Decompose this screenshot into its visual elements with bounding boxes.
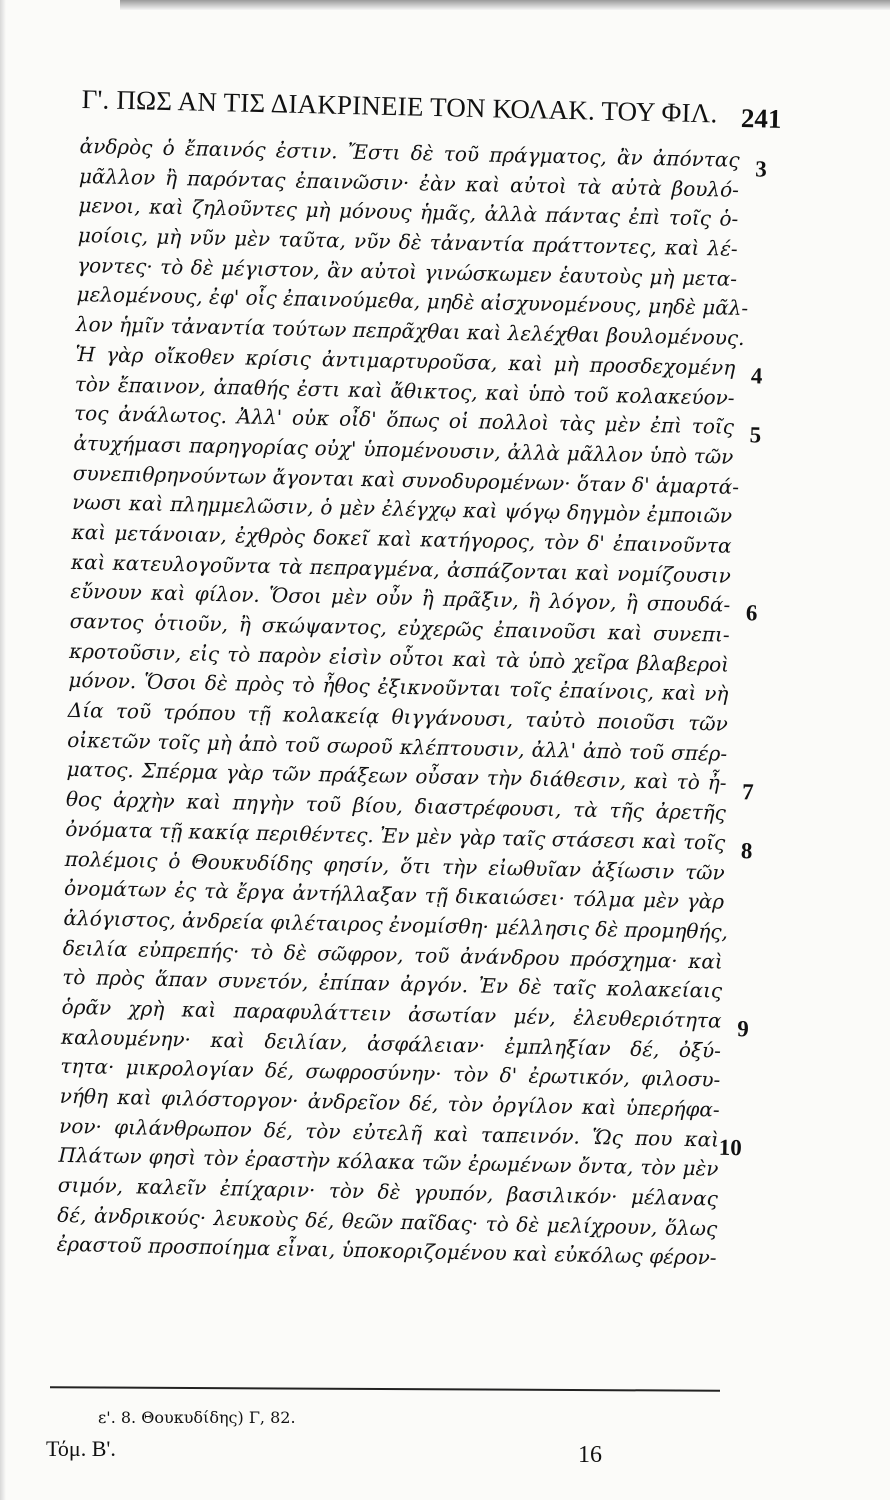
text-line: οἰκετῶν τοῖς μὴ ἀπὸ τοῦ σωροῦ κλέπτουσιν, ἀλλ' ἀπὸ τοῦ σπέρ- — [67, 727, 728, 766]
text-line: λον ἡμῖν τἀναντία τούτων πεπρᾶχθαι καὶ λελέχθαι βουλομένους. — [75, 312, 745, 351]
text-line: συνεπιθρηνούντων ἄγονται καὶ συνοδυρομένων· ὅταν δ' ἁμαρτά- — [72, 460, 740, 499]
text-line: τος ἀνάλωτος. Ἀλλ' οὐκ οἶδ' ὅπως οἱ πολλοὶ τὰς μὲν ἐπὶ τοῖς — [73, 401, 735, 439]
text-line: τητα· μικρολογίαν δέ, σωφροσύνην· τὸν δ' ἐρωτικόν, φιλοσυ- — [60, 1054, 721, 1092]
page-edge-left — [0, 0, 6, 1500]
margin-number: 6 — [745, 600, 758, 626]
text-line: θος ἀρχὴν καὶ πηγὴν τοῦ βίου, διαστρέφουσι, τὰ τῆς ἀρετῆς — [65, 786, 727, 825]
text-line: σιμόν, καλεῖν ἐπίχαριν· τὸν δὲ γρυπόν, βασιλικόν· μέλανας — [57, 1172, 719, 1211]
text-line: Ἡ γὰρ οἴκοθεν κρίσις ἀντιμαρτυροῦσα, καὶ μὴ προσδεχομένη — [75, 341, 736, 380]
text-line: Δία τοῦ τρόπου τῇ κολακείᾳ θιγγάνουσι, ταὐτὸ ποιοῦσι τῶν — [67, 697, 729, 736]
text-line: ματος. Σπέρμα γὰρ τῶν πράξεων οὖσαν τὴν διάθεσιν, καὶ τὸ ἦ- — [66, 757, 727, 796]
text-line: δειλία εὐπρεπής· τὸ δὲ σῶφρον, τοῦ ἀνάνδρου πρόσχημα· καὶ — [62, 935, 724, 974]
text-line: νον· φιλάνθρωπον δέ, τὸν εὐτελῆ καὶ ταπεινόν. Ὥς που καὶ — [58, 1113, 720, 1152]
footnote-rule — [50, 1386, 720, 1392]
text-line: σαντος ὁτιοῦν, ἢ σκώψαντος, εὐχερῶς ἐπαινοῦσι καὶ συνεπι- — [69, 608, 730, 647]
text-line: ὁρᾶν χρὴ καὶ παραφυλάττειν ἀσωτίαν μέν, ἐλευθεριότητα — [61, 994, 722, 1033]
text-line: πολέμοις ὁ Θουκυδίδης φησίν, ὅτι τὴν εἰωθυῖαν ἀξίωσιν τῶν — [64, 846, 725, 885]
text-body — [56, 132, 749, 1274]
text-line: καὶ μετάνοιαν, ἐχθρὸς δοκεῖ καὶ κατήγορος, τὸν δ' ἐπαινοῦντα — [71, 519, 732, 558]
margin-number: 3 — [754, 156, 767, 182]
text-line: μόνον. Ὅσοι δὲ πρὸς τὸ ἦθος ἐξικνοῦνται τοῖς ἐπαίνοις, καὶ νὴ — [68, 668, 729, 707]
text-line: μενοι, καὶ ζηλοῦντες μὴ μόνους ἡμᾶς, ἀλλὰ πάντας ἐπὶ τοῖς ὁ- — [78, 193, 739, 232]
page-edge-top — [120, 0, 890, 10]
margin-number: 10 — [718, 1134, 742, 1161]
text-line: νωσι καὶ πλημμελῶσιν, ὁ μὲν ἐλέγχῳ καὶ ψόγῳ δηγμὸν ἐμποιῶν — [71, 490, 733, 528]
text-line: εὔνουν καὶ φίλον. Ὅσοι μὲν οὖν ἢ πρᾶξιν, ἢ λόγον, ἢ σπουδά- — [70, 579, 731, 618]
text-line: μᾶλλον ἢ παρόντας ἐπαινῶσιν· ἐὰν καὶ αὐτοὶ τὰ αὐτὰ βουλό- — [78, 163, 740, 202]
margin-number: 9 — [736, 1016, 749, 1042]
page-number: 241 — [740, 102, 782, 134]
text-line: ἀλόγιστος, ἀνδρεία φιλέταιρος ἐνομίσθη· μέλλησις δὲ προμηθής, — [63, 905, 729, 944]
margin-number: 8 — [740, 838, 753, 864]
text-line: ὀνόματα τῇ κακίᾳ περιθέντες. Ἐν μὲν γὰρ ταῖς στάσεσι καὶ τοῖς — [65, 816, 726, 855]
text-line: μελομένους, ἐφ' οἷς ἐπαινούμεθα, μηδὲ αἰσχυνομένους, μηδὲ μᾶλ- — [76, 282, 749, 321]
text-line: δέ, ἀνδρικούς· λευκοὺς δέ, θεῶν παῖδας· τὸ δὲ μελίχρουν, ὅλως — [57, 1202, 718, 1241]
text-line: καλουμένην· καὶ δειλίαν, ἀσφάλειαν· ἐμπληξίαν δέ, ὀξύ- — [60, 1024, 722, 1063]
running-title: Γ'. ΠΩΣ ΑΝ ΤΙΣ ΔΙΑΚΡΙΝΕΙΕ ΤΟΝ ΚΟΛΑΚ. ΤΟΥ ΦΙΛ. — [81, 84, 718, 129]
sheet-number: 16 — [578, 1442, 602, 1468]
text-line: μοίοις, μὴ νῦν μὲν ταῦτα, νῦν δὲ τἀναντία πράττοντες, καὶ λέ- — [77, 223, 738, 261]
text-line: γοντες· τὸ δὲ μέγιστον, ἂν αὐτοὶ γινώσκωμεν ἑαυτοὺς μὴ μετα- — [76, 252, 738, 291]
text-line: καὶ κατευλογοῦντα τὰ πεπραγμένα, ἀσπάζονται καὶ νομίζουσιν — [70, 549, 732, 588]
text-line: ἀνδρὸς ὁ ἔπαινός ἐστιν. Ἔστι δὲ τοῦ πράγματος, ἂν ἀπόντας — [79, 133, 740, 172]
text-line: νήθη καὶ φιλόστοργον· ἀνδρεῖον δέ, τὸν ὀργίλον καὶ ὑπερήφα- — [59, 1083, 720, 1122]
footnote: ε'. 8. Θουκυδίδης) Γ, 82. — [98, 1408, 296, 1427]
text-line: τὸ πρὸς ἅπαν συνετόν, ἐπίπαν ἀργόν. Ἐν δὲ ταῖς κολακείαις — [62, 965, 723, 1003]
text-line: τὸν ἔπαινον, ἀπαθής ἐστι καὶ ἄθικτος, καὶ ὑπὸ τοῦ κολακεύον- — [74, 371, 735, 410]
text-line: ἐραστοῦ προσποίημα εἶναι, ὑποκοριζομένου καὶ εὐκόλως φέρον- — [56, 1232, 717, 1271]
margin-number: 4 — [750, 363, 763, 389]
text-line: κροτοῦσιν, εἰς τὸ παρὸν εἰσὶν οὗτοι καὶ τὰ ὑπὸ χεῖρα βλαβεροὶ — [68, 638, 730, 677]
text-line: ἀτυχήμασι παρηγορίας οὐχ' ὑπομένουσιν, ἀλλὰ μᾶλλον ὑπὸ τῶν — [73, 430, 734, 469]
text-line: Πλάτων φησὶ τὸν ἐραστὴν κόλακα τῶν ἐρωμένων ὄντα, τὸν μὲν — [58, 1143, 719, 1181]
margin-number: 7 — [741, 779, 754, 805]
margin-number: 5 — [749, 422, 762, 448]
volume-signature: Τόμ. Β'. — [46, 1436, 116, 1461]
text-line: ὀνομάτων ἐς τὰ ἔργα ἀντήλλαξαν τῇ δικαιώσει· τόλμα μὲν γὰρ — [63, 876, 725, 914]
